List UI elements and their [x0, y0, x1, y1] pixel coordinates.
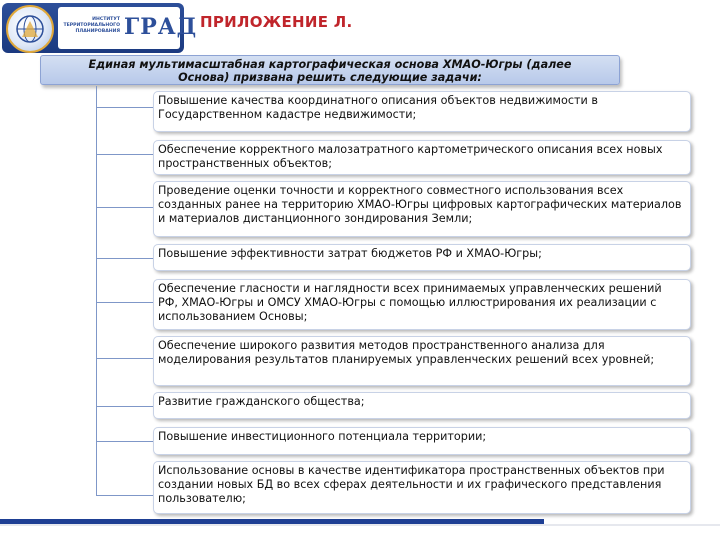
task-item: Повышение качества координатного описания объектов недвижимости в Государственном кадастре недвижимости; — [153, 91, 691, 132]
tree-connector — [96, 107, 153, 108]
logo-card — [58, 7, 198, 49]
tree-connector — [96, 358, 153, 359]
globe-emblem-icon — [6, 5, 54, 53]
tree-connector — [96, 302, 153, 303]
tree-connector — [96, 207, 153, 208]
intro-box — [40, 55, 620, 85]
logo-name: ГРАД — [124, 14, 198, 40]
intro-line-1: Единая мультимасштабная картографическая основа ХМАО-Югры (далее — [88, 58, 572, 71]
task-item: Обеспечение гласности и наглядности всех принимаемых управленческих решений РФ, ХМАО-Югры и ОМСУ ХМАО-Югры с помощью иллюстрирования их реализации с использованием Основы; — [153, 279, 691, 330]
slide-header — [0, 0, 720, 55]
tree-connector — [96, 406, 153, 407]
logo — [2, 3, 198, 53]
task-item: Развитие гражданского общества; — [153, 392, 691, 419]
intro-line-2: Основа) призвана решить следующие задачи: — [178, 71, 482, 84]
task-item: Обеспечение широкого развития методов пространственного анализа для моделирования результатов планируемых управленческих решений всех уровней; — [153, 336, 691, 386]
tree-connector — [96, 441, 153, 442]
task-item: Использование основы в качестве идентификатора пространственных объектов при создании новых БД во всех сферах деятельности и их графического представления пользователю; — [153, 461, 691, 514]
task-item: Обеспечение корректного малозатратного картометрического описания всех новых пространственных объектов; — [153, 140, 691, 175]
task-item: Повышение инвестиционного потенциала территории; — [153, 427, 691, 455]
footer-line — [0, 524, 720, 526]
tree-connector-vertical — [96, 86, 97, 496]
task-item: Повышение эффективности затрат бюджетов РФ и ХМАО-Югры; — [153, 244, 691, 271]
task-item: Проведение оценки точности и корректного совместного использования всех созданных ранее на территорию ХМАО-Югры цифровых картографических материалов и материалов дистанционного зондирования Земли; — [153, 181, 691, 237]
tree-connector — [96, 258, 153, 259]
logo-subtitle: ИНСТИТУТ ТЕРРИТОРИАЛЬНОГО ПЛАНИРОВАНИЯ — [63, 17, 120, 34]
tree-connector — [96, 154, 153, 155]
tree-connector — [96, 495, 153, 496]
page-title: ПРИЛОЖЕНИЕ Л. — [200, 13, 353, 31]
